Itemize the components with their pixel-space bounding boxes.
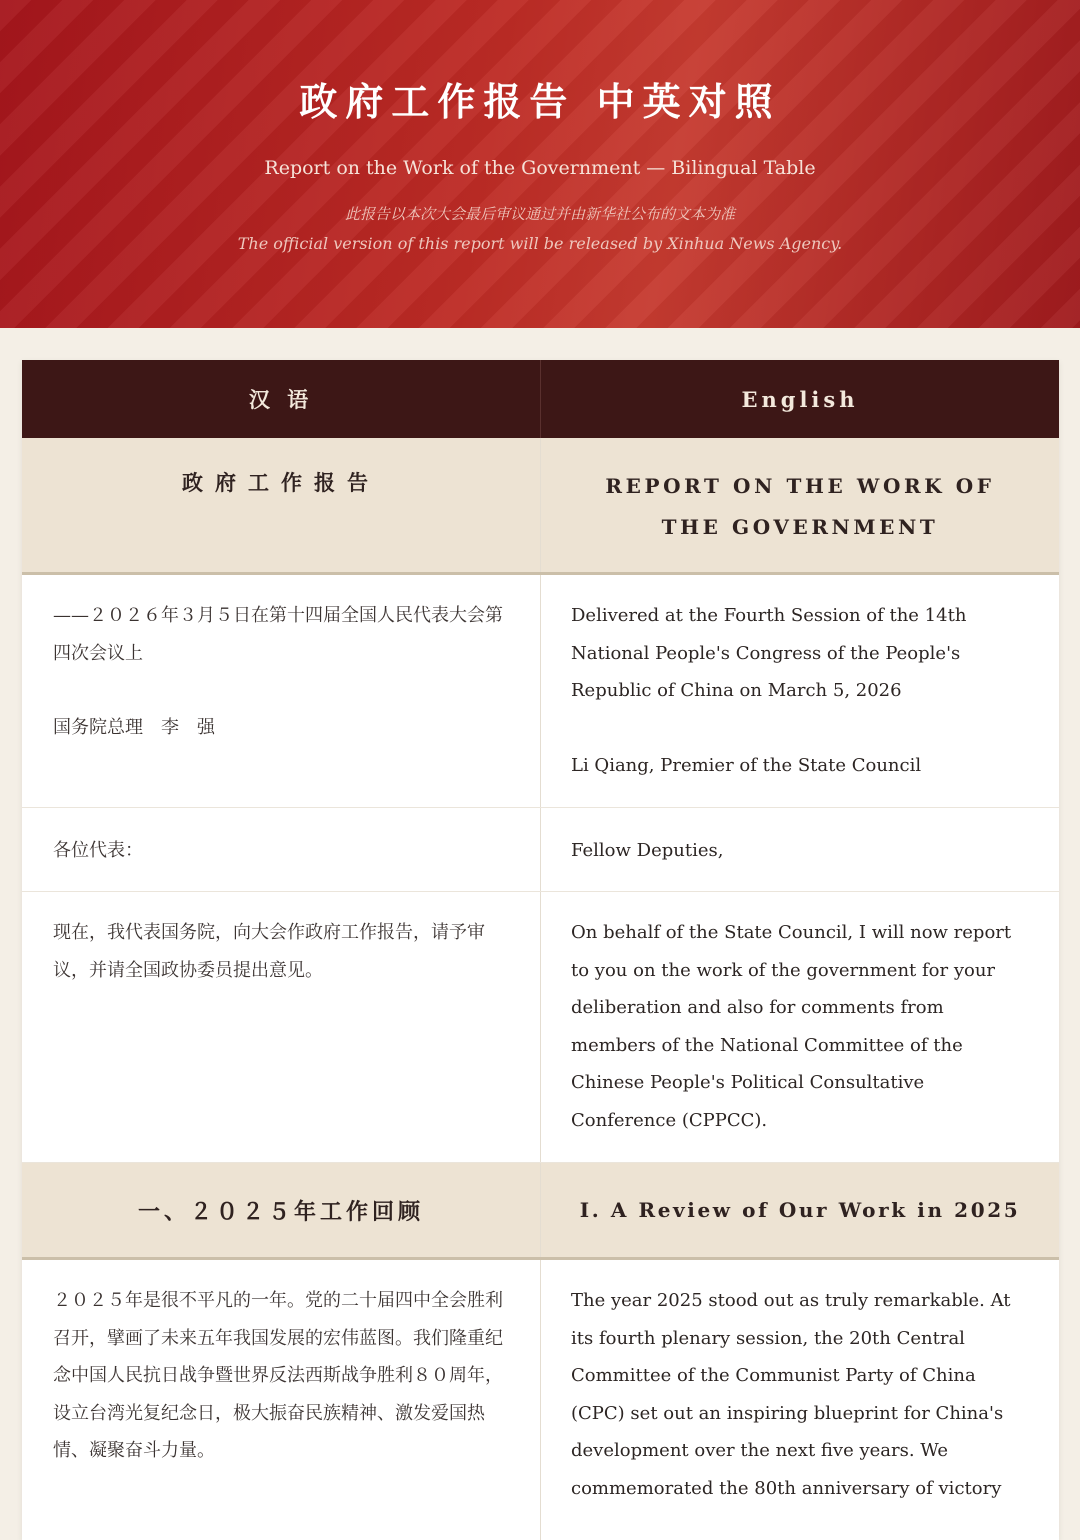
table-row	[22, 892, 1059, 1163]
official-note-zh: 此报告以本次大会最后审议通过并由新华社公布的文本为准	[344, 205, 735, 223]
column-header-english: English	[741, 386, 859, 412]
table-cell-zh: 各位代表：	[22, 808, 541, 891]
table-cell-zh: ２０２５年是很不平凡的一年。党的二十届四中全会胜利召开，擘画了未来五年我国发展的宏伟蓝图。我们隆重纪念中国人民抗日战争暨世界反法西斯战争胜利８０周年，设立台湾光复纪念日，极大振奋民族精神、激发爱国热情、凝聚奋斗力量。	[22, 1260, 541, 1540]
column-header-chinese: 汉 语	[22, 360, 541, 438]
table-row	[22, 575, 1059, 808]
header-banner	[0, 0, 1080, 328]
report-title-zh: 政府工作报告	[22, 438, 541, 572]
delivery-line-en: Delivered at the Fourth Session of the 14th National People's Congress of the People's Republic of China on March 5, 2026	[571, 605, 967, 701]
report-title-en: REPORT ON THE WORK OF THE GOVERNMENT	[605, 474, 995, 539]
section-heading-row	[22, 1163, 1059, 1260]
delivery-line-zh: ——２０２６年３月５日在第十四届全国人民代表大会第四次会议上	[53, 605, 503, 664]
table-row	[22, 1260, 1059, 1540]
table-cell-zh: 现在，我代表国务院，向大会作政府工作报告，请予审议，并请全国政协委员提出意见。	[22, 892, 541, 1162]
table-cell-en	[541, 575, 1059, 807]
speaker-zh: 国务院总理 李 强	[53, 717, 215, 738]
official-note-en: The official version of this report will be released by Xinhua News Agency.	[237, 234, 843, 253]
report-title-row	[22, 438, 1059, 575]
table-cell-en: On behalf of the State Council, I will now report to you on the work of the government for your deliberation and also for comments from members of the National Committee of the Chinese People's Political Consultative Conference (CPPCC).	[571, 922, 1012, 1131]
bilingual-table	[22, 360, 1059, 1540]
section-heading-zh: 一、２０２５年工作回顾	[22, 1163, 541, 1257]
table-cell-en: The year 2025 stood out as truly remarkable. At its fourth plenary session, the 20th Central Committee of the Communist Party of China (CPC) set out an inspiring blueprint for China's development over the next five years. We commemorated the 80th anniversary of victory	[571, 1290, 1011, 1499]
table-cell-zh	[22, 575, 541, 807]
page-subtitle: Report on the Work of the Government — Bilingual Table	[264, 157, 816, 179]
table-header-row	[22, 360, 1059, 438]
speaker-en: Li Qiang, Premier of the State Council	[571, 754, 922, 776]
table-row	[22, 808, 1059, 892]
table-cell-en: Fellow Deputies,	[571, 840, 724, 861]
page-title: 政府工作报告 中英对照	[299, 80, 781, 124]
section-heading-en: I. A Review of Our Work in 2025	[579, 1198, 1021, 1222]
